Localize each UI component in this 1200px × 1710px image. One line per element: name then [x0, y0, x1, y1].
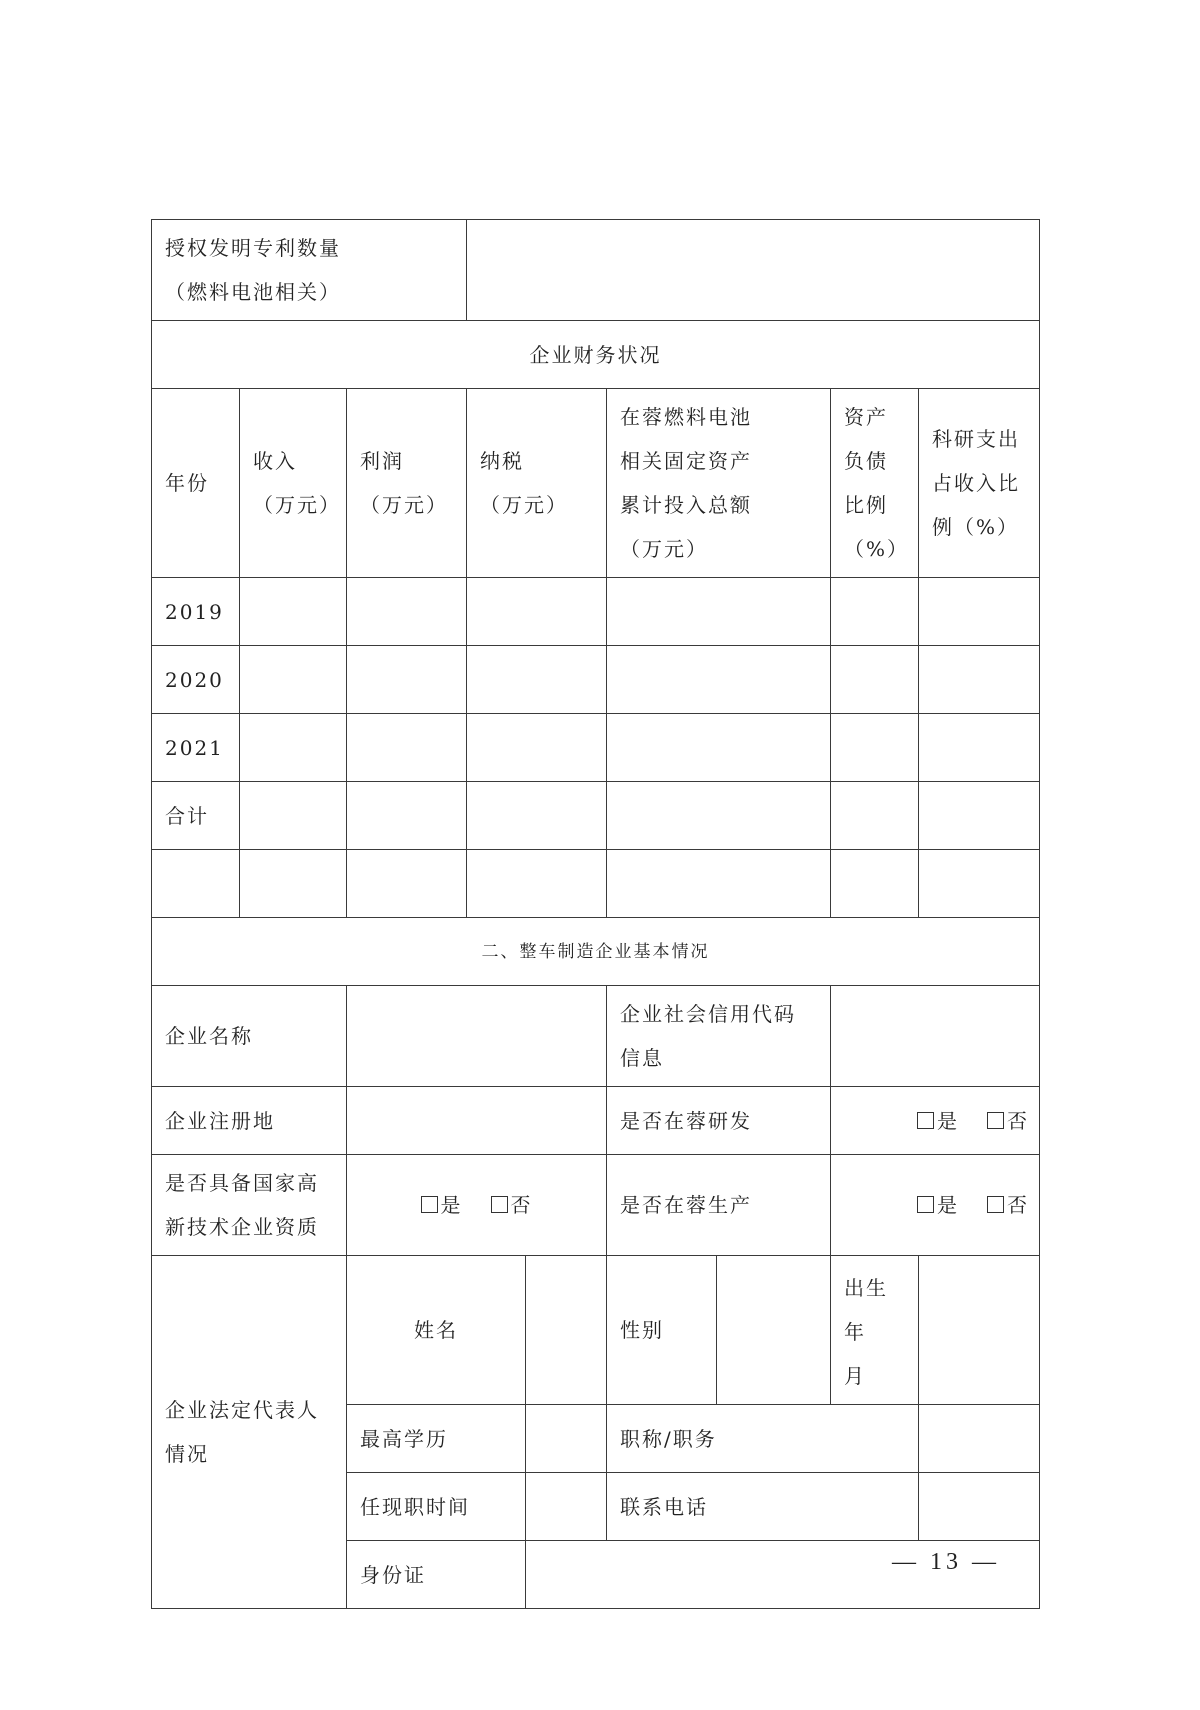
fixed-assets-cell[interactable]: [607, 646, 831, 714]
header-assets-line3: 累计投入总额: [620, 493, 752, 517]
production-no-option[interactable]: [987, 1183, 1029, 1227]
header-assets-line4: （万元）: [620, 537, 708, 561]
header-assets-line1: 在蓉燃料电池: [620, 405, 752, 429]
finance-header-row: [152, 389, 1040, 578]
debt-ratio-cell[interactable]: [831, 646, 919, 714]
tax-cell[interactable]: [467, 782, 607, 850]
gender-value[interactable]: [717, 1256, 831, 1405]
checkbox-icon[interactable]: [987, 1112, 1004, 1129]
header-fixed-assets: [607, 389, 831, 578]
rnd-ratio-cell[interactable]: [919, 646, 1040, 714]
checkbox-icon[interactable]: [491, 1196, 508, 1213]
tenure-label: 任现职时间: [347, 1473, 526, 1541]
header-revenue: [240, 389, 347, 578]
rnd-ratio-cell[interactable]: [919, 782, 1040, 850]
finance-row: [152, 578, 1040, 646]
fixed-assets-cell[interactable]: [607, 578, 831, 646]
header-tax-label: 纳税: [480, 449, 524, 473]
header-assets-line2: 相关固定资产: [620, 449, 752, 473]
header-revenue-label: 收入: [253, 449, 297, 473]
yes-label: 是: [440, 1193, 463, 1217]
credit-code-line2: 信息: [620, 1046, 664, 1070]
header-rnd-line2: 占收入比: [932, 471, 1020, 495]
profit-cell[interactable]: [347, 578, 467, 646]
yes-label: 是: [937, 1193, 959, 1217]
yes-label: 是: [937, 1108, 959, 1133]
header-profit-label: 利润: [360, 449, 404, 473]
legal-rep-label-line1: 企业法定代表人: [165, 1398, 319, 1422]
debt-ratio-cell[interactable]: [831, 578, 919, 646]
legal-rep-row-1: [152, 1256, 1040, 1405]
education-label: 最高学历: [347, 1405, 526, 1473]
birth-label: [831, 1256, 919, 1405]
phone-label: 联系电话: [607, 1473, 919, 1541]
finance-section-title: 企业财务状况: [152, 321, 1040, 389]
patent-label-line1: 授权发明专利数量: [165, 236, 341, 260]
debt-ratio-cell[interactable]: [831, 714, 919, 782]
year-cell: 2021: [152, 714, 240, 782]
birth-label-line1: 出生年: [844, 1276, 888, 1344]
rnd-ratio-cell[interactable]: [919, 714, 1040, 782]
header-tax-unit: （万元）: [480, 493, 568, 517]
finance-title-row: [152, 321, 1040, 389]
company-name-value[interactable]: [347, 986, 607, 1087]
hightech-row: [152, 1155, 1040, 1256]
rd-in-chengdu-label: 是否在蓉研发: [607, 1087, 831, 1155]
registered-place-label: 企业注册地: [152, 1087, 347, 1155]
revenue-cell[interactable]: [240, 714, 347, 782]
application-form-table: [151, 219, 1040, 1609]
checkbox-icon[interactable]: [987, 1196, 1004, 1213]
header-revenue-unit: （万元）: [253, 493, 341, 517]
tax-cell[interactable]: [467, 850, 607, 918]
tax-cell[interactable]: [467, 646, 607, 714]
company-name-row: [152, 986, 1040, 1087]
name-value[interactable]: [526, 1256, 607, 1405]
legal-rep-label-line2: 情况: [165, 1442, 209, 1466]
checkbox-icon[interactable]: [917, 1196, 934, 1213]
no-label: 否: [510, 1193, 533, 1217]
header-debt-line2: 比例（%）: [844, 493, 910, 561]
hightech-yes-option[interactable]: [421, 1183, 463, 1227]
finance-row: [152, 646, 1040, 714]
rnd-ratio-cell[interactable]: [919, 578, 1040, 646]
credit-code-label: [607, 986, 831, 1087]
patent-value-cell[interactable]: [467, 220, 1040, 321]
title-position-label: 职称/职务: [607, 1405, 919, 1473]
tax-cell[interactable]: [467, 714, 607, 782]
page-number: — 13 —: [892, 1549, 1000, 1575]
credit-code-value[interactable]: [831, 986, 1040, 1087]
hightech-label-line1: 是否具备国家高: [165, 1171, 319, 1195]
patent-label-line2: （燃料电池相关）: [165, 280, 341, 304]
year-cell: 2019: [152, 578, 240, 646]
gender-label: 性别: [607, 1256, 717, 1405]
header-profit: [347, 389, 467, 578]
birth-value[interactable]: [919, 1256, 1040, 1405]
id-card-label: 身份证: [347, 1541, 526, 1609]
no-label: 否: [1007, 1193, 1029, 1217]
profit-cell[interactable]: [347, 782, 467, 850]
tenure-value[interactable]: [526, 1473, 607, 1541]
header-rnd-line3: 例（%）: [932, 515, 1020, 539]
production-yes-option[interactable]: [917, 1183, 959, 1227]
phone-value[interactable]: [919, 1473, 1040, 1541]
rd-yes-option[interactable]: [917, 1099, 959, 1143]
fixed-assets-cell[interactable]: [607, 714, 831, 782]
birth-label-line2: 月: [844, 1364, 866, 1388]
finance-row: [152, 850, 1040, 918]
profit-cell[interactable]: [347, 646, 467, 714]
revenue-cell[interactable]: [240, 850, 347, 918]
hightech-no-option[interactable]: [491, 1183, 533, 1227]
education-value[interactable]: [526, 1405, 607, 1473]
production-label: 是否在蓉生产: [607, 1155, 831, 1256]
header-tax: [467, 389, 607, 578]
rd-no-option[interactable]: [987, 1099, 1029, 1143]
revenue-cell[interactable]: [240, 646, 347, 714]
title-position-value[interactable]: [919, 1405, 1040, 1473]
patent-row: [152, 220, 1040, 321]
checkbox-icon[interactable]: [917, 1112, 934, 1129]
checkbox-icon[interactable]: [421, 1196, 438, 1213]
header-year: 年份: [152, 389, 240, 578]
rnd-ratio-cell[interactable]: [919, 850, 1040, 918]
profit-cell[interactable]: [347, 714, 467, 782]
rd-in-chengdu-choice: [831, 1087, 1040, 1155]
no-label: 否: [1007, 1108, 1029, 1133]
profit-cell[interactable]: [347, 850, 467, 918]
total-cell: 合计: [152, 782, 240, 850]
registration-row: [152, 1087, 1040, 1155]
credit-code-line1: 企业社会信用代码: [620, 1002, 796, 1026]
finance-row: [152, 782, 1040, 850]
hightech-label-line2: 新技术企业资质: [165, 1215, 319, 1239]
header-profit-unit: （万元）: [360, 493, 448, 517]
debt-ratio-cell[interactable]: [831, 782, 919, 850]
finance-row: [152, 714, 1040, 782]
hightech-choice: [347, 1155, 607, 1256]
revenue-cell[interactable]: [240, 578, 347, 646]
fixed-assets-cell[interactable]: [607, 850, 831, 918]
debt-ratio-cell[interactable]: [831, 850, 919, 918]
tax-cell[interactable]: [467, 578, 607, 646]
header-rnd-line1: 科研支出: [932, 427, 1020, 451]
registered-place-value[interactable]: [347, 1087, 607, 1155]
vehicle-section-title: 二、整车制造企业基本情况: [152, 918, 1040, 986]
production-choice: [831, 1155, 1040, 1256]
header-debt-line1: 资产负债: [844, 405, 888, 473]
year-cell[interactable]: [152, 850, 240, 918]
year-cell: 2020: [152, 646, 240, 714]
revenue-cell[interactable]: [240, 782, 347, 850]
company-name-label: 企业名称: [152, 986, 347, 1087]
patent-label-cell: [152, 220, 467, 321]
fixed-assets-cell[interactable]: [607, 782, 831, 850]
header-debt-ratio: [831, 389, 919, 578]
name-label: 姓名: [347, 1256, 526, 1405]
header-rnd-ratio: [919, 389, 1040, 578]
vehicle-title-row: [152, 918, 1040, 986]
hightech-label: [152, 1155, 347, 1256]
